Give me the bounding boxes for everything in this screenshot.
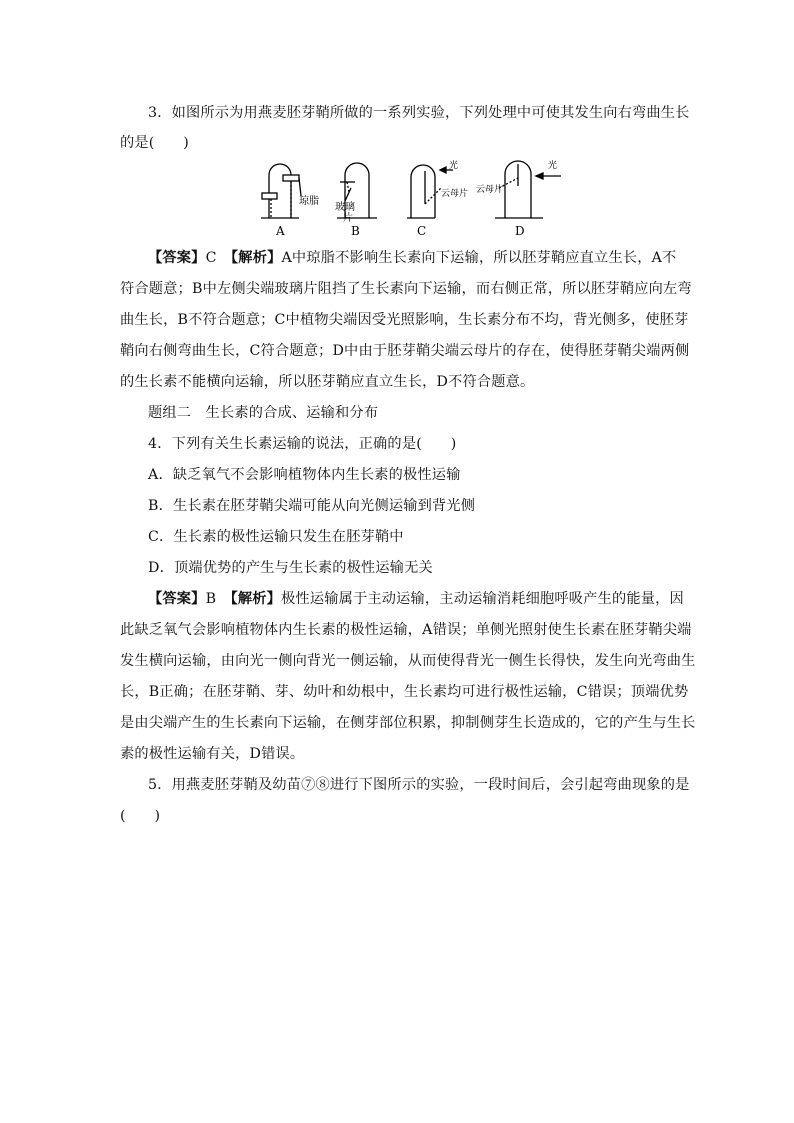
q3-analysis-line-4: 鞘向右侧弯曲生长，C符合题意；D中由于胚芽鞘尖端云母片的存在，使得胚芽鞘尖端两侧: [120, 343, 690, 359]
q3-analysis-line-5: 的生长素不能横向运输，所以胚芽鞘应直立生长，D不符合题意。: [120, 374, 535, 390]
agar-label: 琼脂: [299, 196, 319, 207]
q4-answer-line-1: [148, 589, 684, 609]
answer-tag: 【答案】: [148, 591, 206, 607]
light-label-d: 光: [548, 161, 558, 171]
q3-analysis-line-3: 曲生长，B不符合题意；C中植物尖端因受光照影响，生长素分布不均，背光侧多，使胚芽: [120, 312, 689, 328]
q4-analysis-line-5: 是由尖端产生的生长素向下运输，在侧芽部位积累，抑制侧芽生长造成的，它的产生与生长: [120, 715, 696, 731]
q4-analysis-line-6: 素的极性运输有关，D错误。: [120, 746, 305, 762]
analysis-tag: 【解析】: [231, 250, 282, 266]
q4-option-b: B．生长素在胚芽鞘尖端可能从向光侧运输到背光侧: [148, 498, 476, 514]
q3-analysis-line-2: 符合题意；B中左侧尖端玻璃片阻挡了生长素向下运输，而右侧正常，所以胚芽鞘应向左弯: [120, 281, 692, 297]
light-label-c: 光: [449, 161, 459, 171]
q4-analysis-line-3: 发生横向运输，由向光一侧向背光一侧运输，从而使得背光一侧生长得快，发生向光弯曲生: [120, 653, 696, 669]
figure-label-b: B: [351, 224, 360, 238]
q4-option-c: C．生长素的极性运输只发生在胚芽鞘中: [148, 529, 404, 545]
q5-stem-line-1: 5．用燕麦胚芽鞘及幼苗⑦⑧进行下图所示的实验，一段时间后，会引起弯曲现象的是: [148, 777, 690, 793]
q4-analysis-line-4: 长，B正确；在胚芽鞘、芽、幼叶和幼根中，生长素均可进行极性运输，C错误；顶端优势: [120, 684, 689, 700]
q4-option-a: A．缺乏氧气不会影响植物体内生长素的极性运输: [148, 467, 461, 483]
q3-stem-line-1: 3．如图所示为用燕麦胚芽鞘所做的一系列实验，下列处理中可使其发生向右弯曲生长: [148, 105, 690, 121]
coleoptile-a: [261, 164, 301, 218]
analysis-text: 极性运输属于主动运输，主动运输消耗细胞呼吸产生的能量，因: [281, 591, 684, 607]
figure-label-c: C: [417, 224, 427, 238]
group-heading: 题组二 生长素的合成、运输和分布: [148, 405, 379, 421]
q4-stem: 4．下列有关生长素运输的说法，正确的是( ): [148, 436, 457, 452]
q4-option-d: D．顶端优势的产生与生长素的极性运输无关: [148, 560, 433, 576]
figure-label-a: A: [276, 224, 285, 238]
q5-stem-line-2: ( ): [120, 808, 161, 824]
mica-label-c: 云母片: [441, 189, 469, 199]
answer-tag: 【答案】: [148, 250, 206, 266]
q3-answer-line-1: [148, 248, 676, 268]
glass-label-top: 玻璃: [335, 202, 355, 213]
q4-analysis-line-2: 此缺乏氧气会影响植物体内生长素的极性运输，A错误；单侧光照射使生长素在胚芽鞘尖端: [120, 622, 692, 638]
answer-value: B: [205, 591, 217, 607]
figure-label-d: D: [515, 224, 525, 238]
analysis-text: A中琼脂不影响生长素向下运输，所以胚芽鞘应直立生长，A不: [281, 250, 677, 266]
analysis-tag: 【解析】: [230, 591, 282, 607]
q3-stem-line-2: 的是( ): [120, 135, 190, 151]
answer-value: C: [205, 250, 217, 266]
glass-label-bottom: 片: [343, 213, 353, 224]
q3-experiment-figure: [255, 158, 575, 238]
mica-label-d: 云母片: [476, 185, 504, 195]
